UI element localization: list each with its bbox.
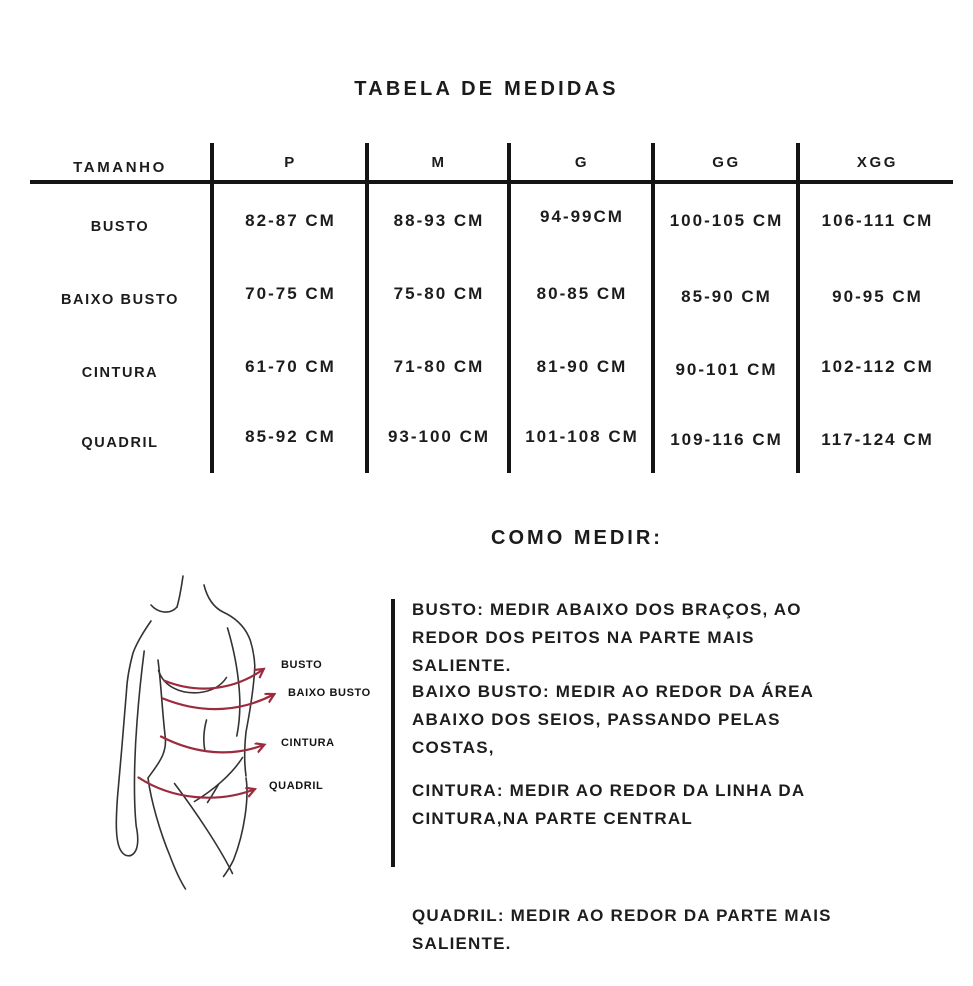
table-cell-cintura-xgg: 102-112 CM — [821, 356, 934, 376]
instruction-line: CINTURA: MEDIR AO REDOR DA LINHA DA — [412, 781, 806, 800]
torso-left-hip-thigh-line — [148, 660, 186, 889]
instruction-cintura — [412, 777, 957, 833]
figure-label-quadril: QUADRIL — [269, 780, 324, 792]
column-header-tamanho: TAMANHO — [73, 158, 167, 176]
instruction-quadril — [412, 902, 957, 958]
navel-line — [204, 720, 207, 751]
instruction-line: SALIENTE. — [412, 656, 512, 675]
table-cell-baixo-gg: 85-90 CM — [681, 286, 772, 306]
table-cell-cintura-gg: 90-101 CM — [675, 359, 778, 379]
table-cell-quadril-gg: 109-116 CM — [670, 429, 783, 449]
instruction-line: REDOR DOS PEITOS NA PARTE MAIS — [412, 628, 755, 647]
body-measurement-figure — [70, 560, 380, 900]
column-header-gg: GG — [712, 153, 741, 171]
table-cell-cintura-p: 61-70 CM — [245, 356, 336, 376]
instruction-line: BUSTO: MEDIR ABAIXO DOS BRAÇOS, AO — [412, 600, 802, 619]
page-title: TABELA DE MEDIDAS — [354, 78, 619, 100]
left-arm-line — [116, 621, 151, 856]
table-cell-quadril-p: 85-92 CM — [245, 426, 336, 446]
neck-left-line — [177, 576, 183, 607]
row-label-busto: BUSTO — [90, 219, 150, 235]
figure-label-baixo-busto: BAIXO BUSTO — [288, 687, 371, 699]
neck-right-shoulder-line — [204, 585, 255, 776]
table-cell-busto-g: 94-99CM — [540, 207, 624, 226]
figure-outline — [116, 576, 254, 889]
table-divider-5 — [796, 143, 800, 473]
table-cell-busto-p: 82-87 CM — [245, 211, 336, 230]
table-cell-busto-xgg: 106-111 CM — [821, 211, 934, 230]
table-cell-busto-m: 88-93 CM — [393, 211, 485, 230]
row-label-quadril: QUADRIL — [81, 434, 159, 451]
instruction-line: BAIXO BUSTO: MEDIR AO REDOR DA ÁREA — [412, 682, 815, 701]
column-header-g: G — [574, 153, 590, 171]
table-cell-quadril-m: 93-100 CM — [387, 426, 491, 446]
table-cell-busto-gg: 100-105 CM — [669, 211, 784, 230]
figure-label-cintura: CINTURA — [281, 737, 335, 749]
table-cell-baixo-xgg: 90-95 CM — [832, 286, 923, 306]
instructions-vertical-rule — [391, 599, 395, 867]
instruction-line: QUADRIL: MEDIR AO REDOR DA PARTE MAIS — [412, 906, 832, 925]
como-medir-title: COMO MEDIR: — [491, 527, 663, 549]
table-cell-cintura-g: 81-90 CM — [536, 356, 628, 376]
instruction-line: SALIENTE. — [412, 934, 512, 953]
table-cell-baixo-p: 70-75 CM — [245, 283, 336, 303]
figure-label-busto: BUSTO — [281, 659, 323, 671]
instruction-baixo-busto — [412, 678, 957, 762]
table-divider-4 — [651, 143, 655, 473]
short-crease-line — [208, 785, 219, 803]
instruction-line: ABAIXO DOS SEIOS, PASSANDO PELAS — [412, 710, 781, 729]
table-cell-quadril-g: 101-108 CM — [525, 426, 639, 446]
column-header-p: P — [284, 153, 297, 171]
table-divider-3 — [507, 143, 511, 473]
instruction-line: CINTURA,NA PARTE CENTRAL — [412, 809, 693, 828]
instruction-line: COSTAS, — [412, 738, 495, 757]
row-label-baixo-busto: BAIXO BUSTO — [60, 291, 180, 308]
table-cell-quadril-xgg: 117-124 CM — [821, 429, 934, 449]
row-label-cintura: CINTURA — [81, 364, 159, 381]
table-cell-cintura-m: 71-80 CM — [393, 356, 485, 376]
waist-arrow — [161, 737, 264, 753]
column-header-xgg: XGG — [856, 153, 899, 171]
underbust-arrow — [163, 695, 274, 710]
hair-swoosh — [151, 605, 177, 612]
table-divider-2 — [365, 143, 369, 473]
hip-arrow — [139, 778, 255, 798]
table-cell-baixo-g: 80-85 CM — [536, 283, 628, 303]
column-header-m: M — [431, 153, 447, 171]
bust-arrow — [164, 670, 263, 689]
table-cell-baixo-m: 75-80 CM — [393, 283, 485, 303]
instruction-busto — [412, 596, 957, 680]
table-divider-1 — [210, 143, 214, 473]
